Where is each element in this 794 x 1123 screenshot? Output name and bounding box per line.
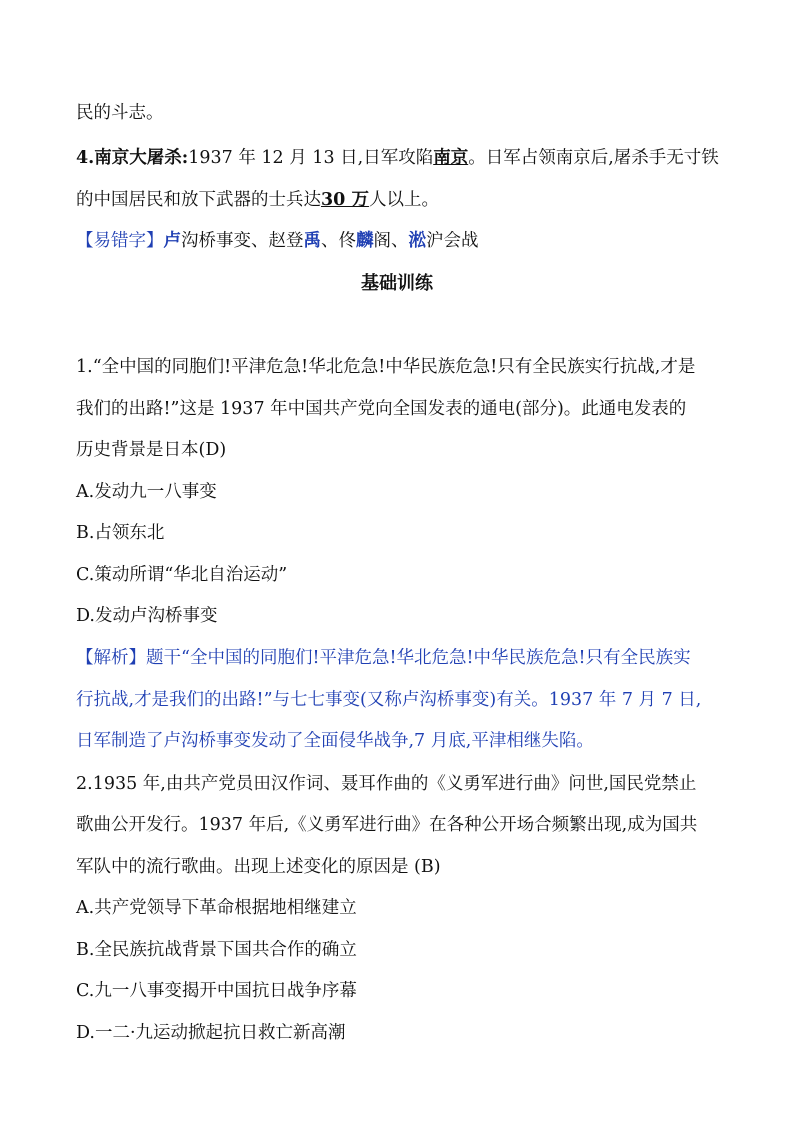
intro-continuation: 民的斗志。	[76, 103, 164, 123]
item-4-casualties: 30 万	[321, 190, 369, 210]
q1-stem-line-3: 历史背景是日本(D)	[76, 440, 227, 460]
typo-text-3: 阁、	[373, 231, 409, 251]
q1-analysis-line-1	[76, 646, 734, 670]
q1-option-b: B.占领东北	[76, 523, 165, 543]
q1-analysis-line-3: 日军制造了卢沟桥事变发动了全面侵华战争,7 月底,平津相继失陷。	[76, 731, 594, 751]
q1-analysis-text-1: 题干“全中国的同胞们!平津危急!华北危急!中华民族危急!只有全民族实	[146, 648, 691, 668]
q2-option-d: D.一二·九运动掀起抗日救亡新高潮	[76, 1023, 346, 1043]
q1-option-d: D.发动卢沟桥事变	[76, 606, 218, 626]
q1-stem-line-2: 我们的出路!”这是 1937 年中国共产党向全国发表的通电(部分)。此通电发表的	[76, 399, 687, 419]
q2-stem-line-1: 2.1935 年,由共产党员田汉作词、聂耳作曲的《义勇军进行曲》问世,国民党禁止	[76, 774, 697, 794]
item-4-colon: :	[181, 148, 189, 168]
typo-text-2: 、佟	[321, 231, 356, 251]
item-4-line-2	[76, 188, 734, 212]
q2-option-c: C.九一八事变揭开中国抗日战争序幕	[76, 981, 357, 1001]
item-4-text-2: 。日军占领南京后,屠杀手无寸铁	[468, 148, 719, 168]
item-4-title: 南京大屠杀	[94, 148, 182, 168]
item-4-line-1	[76, 146, 734, 170]
item-4-number: 4.	[76, 148, 95, 168]
typo-label: 【易错字】	[76, 231, 164, 251]
q1-option-a: A.发动九一八事变	[76, 482, 217, 502]
typo-char-1: 卢	[163, 231, 181, 251]
typo-char-2: 禹	[303, 231, 321, 251]
typo-char-4: 淞	[408, 231, 426, 251]
q2-stem-line-3: 军队中的流行歌曲。出现上述变化的原因是 (B)	[76, 857, 441, 877]
item-4-city: 南京	[433, 148, 469, 168]
q1-stem-line-1: 1.“全中国的同胞们!平津危急!华北危急!中华民族危急!只有全民族实行抗战,才是	[76, 357, 696, 377]
typo-text-1: 沟桥事变、赵登	[181, 231, 304, 251]
q2-option-b: B.全民族抗战背景下国共合作的确立	[76, 940, 357, 960]
intro-line-0	[76, 101, 734, 125]
q2-stem-line-2: 歌曲公开发行。1937 年后,《义勇军进行曲》在各种公开场合频繁出现,成为国共	[76, 815, 698, 835]
typo-line	[76, 229, 734, 253]
q1-analysis-line-2: 行抗战,才是我们的出路!”与七七事变(又称卢沟桥事变)有关。1937 年 7 月 7 日,	[76, 690, 702, 710]
q2-option-a: A.共产党领导下革命根据地相继建立	[76, 898, 357, 918]
item-4-text-4: 人以上。	[368, 190, 439, 210]
typo-char-3: 麟	[356, 231, 374, 251]
item-4-text-1: 1937 年 12 月 13 日,日军攻陷	[188, 148, 434, 168]
typo-text-4: 沪会战	[426, 231, 479, 251]
q1-analysis-label: 【解析】	[76, 648, 146, 668]
section-title: 基础训练	[361, 273, 433, 294]
q1-option-c: C.策动所谓“华北自治运动”	[76, 565, 288, 585]
item-4-text-3: 的中国居民和放下武器的士兵达	[76, 190, 321, 210]
